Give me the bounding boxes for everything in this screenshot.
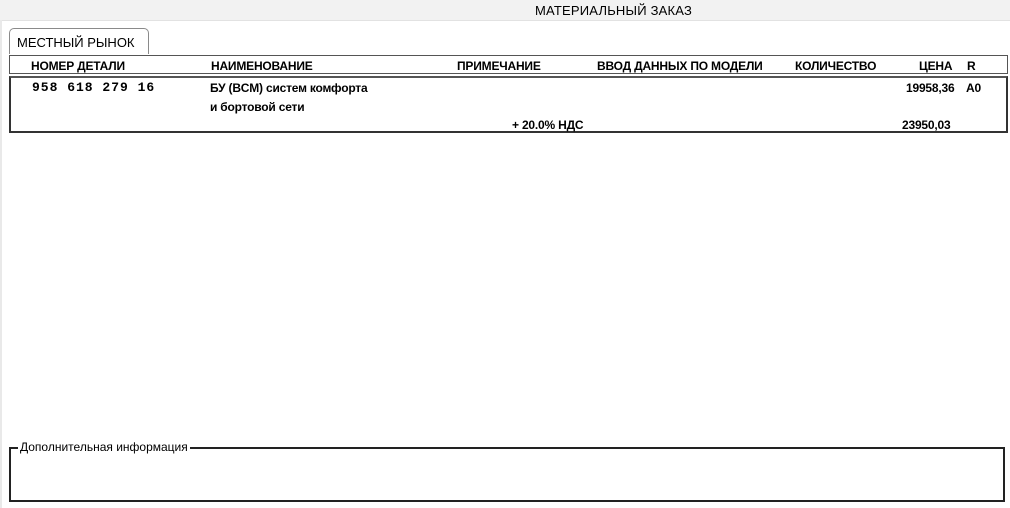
r-code-cell: A0 — [966, 81, 981, 95]
additional-info-label: Дополнительная информация — [20, 440, 188, 454]
table-header — [9, 55, 1008, 74]
part-name-line2: и бортовой сети — [210, 100, 305, 114]
left-border — [0, 20, 2, 508]
column-header-name: НАИМЕНОВАНИЕ — [211, 59, 313, 73]
price-cell: 19958,36 — [906, 81, 955, 95]
column-header-quantity: КОЛИЧЕСТВО — [795, 59, 877, 73]
part-name-line1: БУ (BCM) систем комфорта — [210, 81, 368, 95]
additional-info-box[interactable] — [9, 440, 1005, 502]
vat-label: + 20.0% НДС — [512, 118, 584, 132]
column-header-r: R — [967, 59, 976, 73]
part-number-cell: 958 618 279 16 — [32, 80, 156, 95]
title-bar — [0, 0, 1010, 21]
table-row[interactable] — [9, 76, 1008, 133]
column-header-note: ПРИМЕЧАНИЕ — [457, 59, 541, 73]
tab-local-market-label: МЕСТНЫЙ РЫНОК — [17, 35, 135, 50]
window-title: МАТЕРИАЛЬНЫЙ ЗАКАЗ — [535, 3, 693, 18]
column-header-part-number: НОМЕР ДЕТАЛИ — [31, 59, 125, 73]
column-header-model-input: ВВОД ДАННЫХ ПО МОДЕЛИ — [597, 59, 763, 73]
tab-local-market[interactable] — [9, 28, 149, 54]
column-header-price: ЦЕНА — [919, 59, 953, 73]
price-with-vat-cell: 23950,03 — [902, 118, 951, 132]
